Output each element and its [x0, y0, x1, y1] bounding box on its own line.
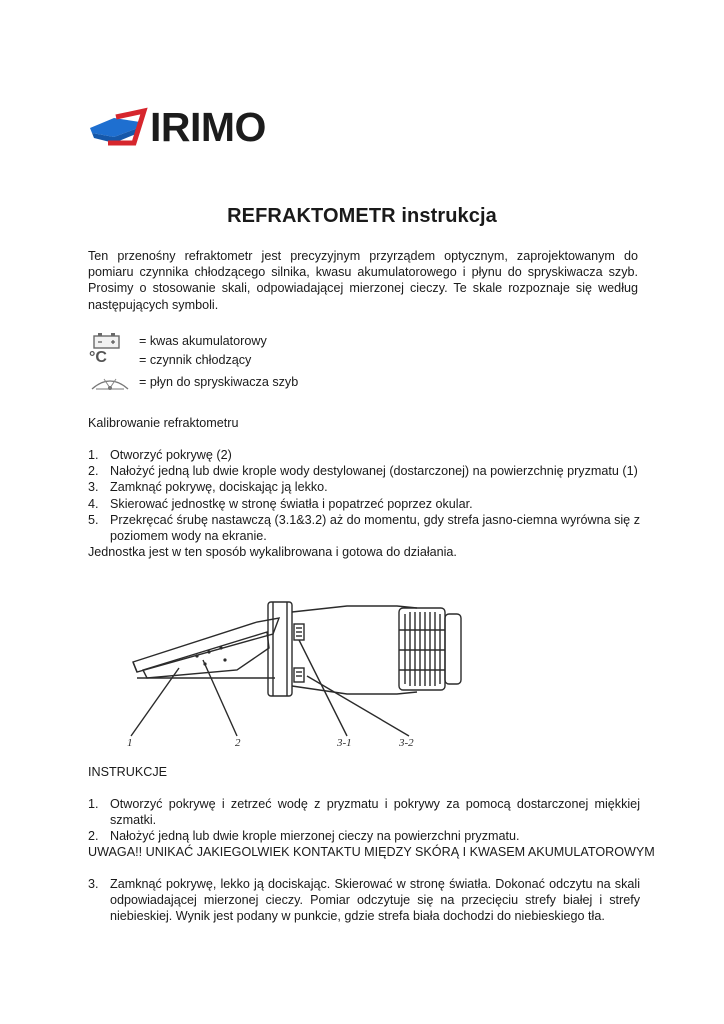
diagram-label-1: 1	[127, 737, 133, 749]
logo-wordmark: IRIMO	[150, 104, 266, 150]
instructions-steps-2	[88, 876, 640, 925]
list-item: 2. Nałożyć jedną lub dwie krople wody destylowanej (dostarczonej) na powierzchnię pryzmatu (1)	[88, 464, 638, 479]
windshield-washer-icon	[90, 371, 130, 391]
list-item: 4. Skierować jednostkę w stronę światła i popatrzeć poprzez okular.	[88, 496, 473, 511]
refractometer-diagram	[87, 560, 509, 758]
symbol-label-coolant: = czynnik chłodzący	[139, 353, 252, 367]
celsius-icon: °C	[89, 349, 107, 366]
list-item: 3. Zamknąć pokrywę, dociskając ją lekko.	[88, 480, 328, 495]
list-item: 1. Otworzyć pokrywę i zetrzeć wodę z pryzmatu i pokrywy za pomocą dostarczonej miękkiej szmatki.	[88, 797, 640, 828]
intro-paragraph: Ten przenośny refraktometr jest precyzyjnym przyrządem optycznym, zaprojektowanym do pomiaru czynnika chłodzącego silnika, kwasu akumulatorowego i płynu do spryskiwacza szyb. Prosimy o stosowanie skali, odpowiadającej mierzonej cieczy. Te skale rozpoznaje się według następujących symboli.	[88, 249, 638, 312]
calibration-steps	[88, 447, 640, 544]
instructions-steps	[88, 796, 640, 845]
list-item: 2. Nałożyć jedną lub dwie krople mierzonej cieczy na powierzchni pryzmatu.	[88, 829, 520, 844]
list-item: 5. Przekręcać śrubę nastawczą (3.1&3.2) aż do momentu, gdy strefa jasno-ciemna wyrówna się z poziomem wody na ekranie.	[88, 512, 640, 544]
battery-icon	[93, 332, 121, 349]
symbol-label-battery: = kwas akumulatorowy	[139, 334, 267, 348]
instructions-heading: INSTRUKCJE	[88, 765, 168, 779]
calibration-conclusion: Jednostka jest w ten sposób wykalibrowana i gotowa do działania.	[88, 545, 457, 559]
list-item: 3. Zamknąć pokrywę, lekko ją dociskając. Skierować w stronę światła. Dokonać odczytu na skali odpowiadającej mierzonej cieczy. Pomiar odczytuje się na przecięciu strefy białej i strefy niebieskiej. Wynik jest podany w punkcie, gdzie strefa biała dochodzi do niebieskiego tła.	[88, 877, 640, 924]
diagram-label-2: 2	[235, 737, 241, 749]
warning-text: UWAGA!! UNIKAĆ JAKIEGOLWIEK KONTAKTU MIĘDZY SKÓRĄ I KWASEM AKUMULATOROWYM	[88, 845, 655, 859]
document-title: REFRAKTOMETR instrukcja	[227, 205, 497, 227]
diagram-label-3-1: 3-1	[337, 737, 352, 749]
calibration-heading: Kalibrowanie refraktometru	[88, 416, 239, 430]
symbol-label-washer: = płyn do spryskiwacza szyb	[139, 375, 299, 389]
diagram-label-3-2: 3-2	[399, 737, 414, 749]
list-item: 1. Otworzyć pokrywę (2)	[88, 448, 232, 462]
